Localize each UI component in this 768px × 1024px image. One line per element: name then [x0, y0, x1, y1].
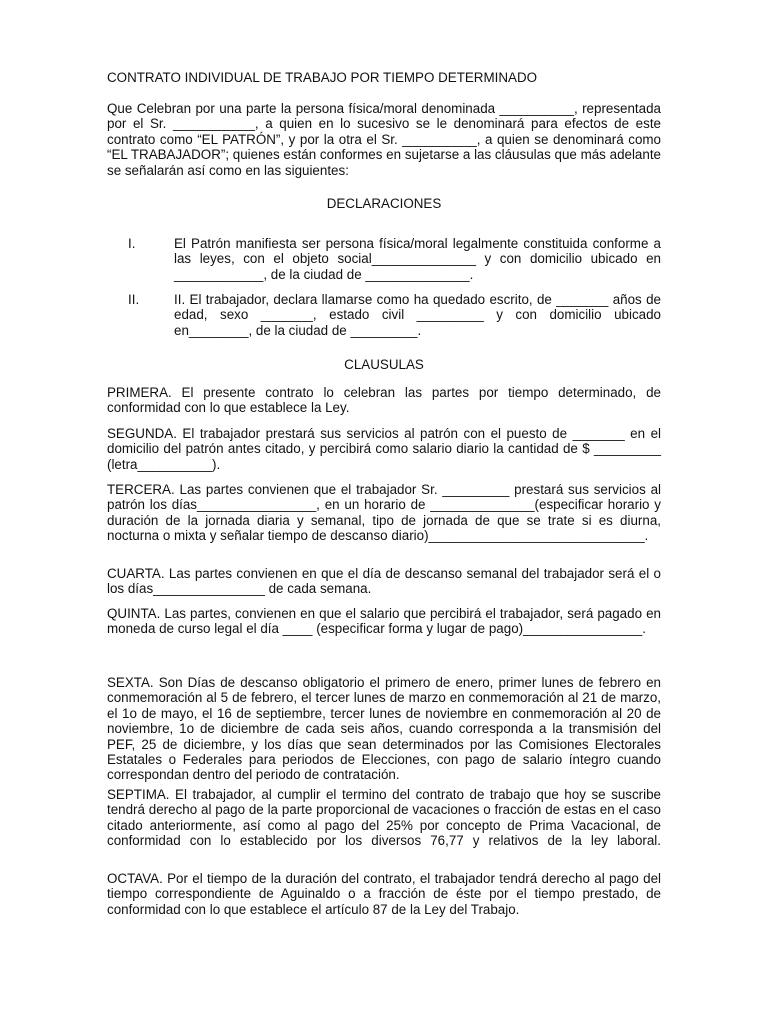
declaracion-number: I. [128, 236, 136, 251]
declaracion-number: II. [128, 292, 140, 307]
declaracion-text: II. El trabajador, declara llamarse como ha quedado escrito, de _______ años de edad, sexo _______, estado civil _________ y con domicilio ubicado en________, de la ciudad de _________. [174, 292, 661, 338]
clausulas-heading: CLAUSULAS [344, 357, 424, 372]
clausula-segunda: SEGUNDA. El trabajador prestará sus servicios al patrón con el puesto de _______ en el domicilio del patrón antes citado, y percibirá como salario diario la cantidad de $ _________ (letra__________). [107, 426, 661, 472]
clausula-tercera: TERCERA. Las partes convienen que el trabajador Sr. _________ prestará sus servicios al patrón los días________________, en un horario de ______________(especificar horario y duración de la jornada diaria y semanal, tipo de jornada de que se trate si es diurna, nocturna o mixta y señalar tiempo de descanso diario)_____________________________. [107, 482, 661, 544]
declaracion-text: El Patrón manifiesta ser persona física/moral legalmente constituida conforme a las leyes, con el objeto social______________ y con domicilio ubicado en ____________, de la ciudad de ______________. [174, 236, 661, 282]
clausula-sexta: SEXTA. Son Días de descanso obligatorio el primero de enero, primer lunes de febrero en conmemoración al 5 de febrero, el tercer lunes de marzo en conmemoración al 21 de marzo, el 1o de mayo, el 16 de septiembre, tercer lunes de noviembre en conmemoración al 20 de noviembre, 1o de diciembre de cada seis años, cuando corresponda a la transmisión del PEF, 25 de diciembre, y los días que sean determinados por las Comisiones Electorales Estatales o Federales para periodos de Elecciones, con pago de salario íntegro cuando correspondan dentro del periodo de contratación. [107, 675, 661, 783]
clausula-quinta: QUINTA. Las partes, convienen en que el salario que percibirá el trabajador, será pagado en moneda de curso legal el día ____ (especificar forma y lugar de pago)________________. [107, 606, 661, 637]
intro-paragraph: Que Celebran por una parte la persona física/moral denominada __________, representada por el Sr. ___________, a quien en lo sucesivo se le denominará para efectos de este contrato como “EL PATRÓN”, y por la otra el Sr. __________, a quien se denominará como “EL TRABAJADOR”; quienes están conformes en sujetarse a las cláusulas que más adelante se señalarán así como en las siguientes: [107, 101, 661, 178]
declaraciones-heading: DECLARACIONES [326, 196, 442, 211]
clausula-cuarta: CUARTA. Las partes convienen en que el día de descanso semanal del trabajador será el o los días_______________ de cada semana. [107, 566, 661, 597]
clausula-octava: OCTAVA. Por el tiempo de la duración del contrato, el trabajador tendrá derecho al pago del tiempo correspondiente de Aguinaldo o a fracción de éste por el tiempo prestado, de conformidad con lo que establece el artículo 87 de la Ley del Trabajo. [107, 871, 661, 917]
clausula-primera: PRIMERA. El presente contrato lo celebran las partes por tiempo determinado, de conformidad con lo que establece la Ley. [107, 385, 661, 416]
clausula-septima: SEPTIMA. El trabajador, al cumplir el termino del contrato de trabajo que hoy se suscribe tendrá derecho al pago de la parte proporcional de vacaciones o fracción de estas en el caso citado anteriormente, así como al pago del 25% por concepto de Prima Vacacional, de conformidad con lo establecido por los diversos 76,77 y relativos de la ley laboral. [107, 787, 661, 849]
document-title: CONTRATO INDIVIDUAL DE TRABAJO POR TIEMPO DETERMINADO [107, 70, 538, 85]
